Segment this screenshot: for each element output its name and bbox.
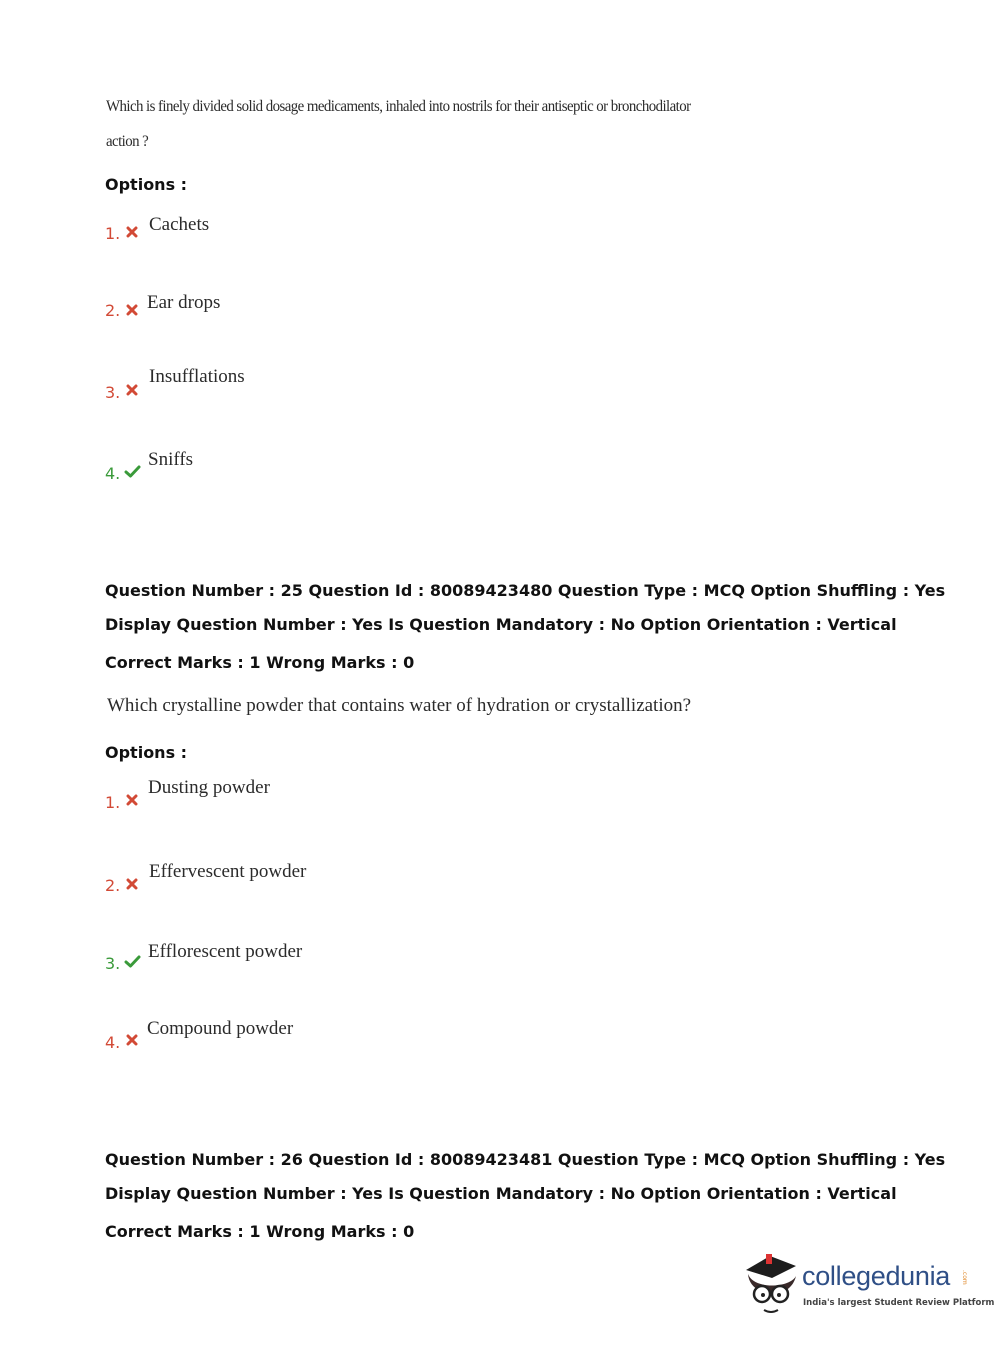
question-25-text: Which crystalline powder that contains water of hydration or crystallization? — [107, 695, 692, 716]
mascot-icon — [740, 1248, 802, 1318]
cross-icon — [125, 303, 139, 317]
question-24-text-line1: Which is finely divided solid dosage medicaments, inhaled into nostrils for their antiseptic or bronchodilator — [106, 98, 691, 115]
question-26-meta-line2: Display Question Number : Yes Is Question Mandatory : No Option Orientation : Vertical — [105, 1184, 897, 1203]
option-item — [105, 464, 120, 483]
option-item — [105, 793, 120, 812]
options-label: Options : — [105, 175, 188, 194]
options-label: Options : — [105, 743, 188, 762]
option-number: 2. — [105, 301, 121, 320]
logo-name: collegedunia — [802, 1261, 951, 1291]
option-number: 1. — [105, 224, 121, 243]
question-25-marks: Correct Marks : 1 Wrong Marks : 0 — [105, 653, 415, 672]
option-number: 1. — [105, 793, 121, 812]
cross-icon — [125, 383, 139, 397]
option-text: Effervescent powder — [149, 861, 307, 882]
option-item — [105, 876, 120, 895]
option-item — [105, 301, 120, 320]
question-26-marks: Correct Marks : 1 Wrong Marks : 0 — [105, 1222, 415, 1241]
logo-suffix: .com — [961, 1270, 968, 1285]
option-text: Cachets — [149, 214, 210, 235]
option-text: Compound powder — [147, 1018, 294, 1039]
question-26-meta-line1: Question Number : 26 Question Id : 80089423481 Question Type : MCQ Option Shuffling : Yes — [105, 1150, 946, 1169]
question-24-text-line2: action ? — [106, 133, 149, 150]
cross-icon — [125, 877, 139, 891]
question-25-meta-line2: Display Question Number : Yes Is Question Mandatory : No Option Orientation : Vertical — [105, 615, 897, 634]
option-number: 3. — [105, 954, 121, 973]
cross-icon — [125, 1033, 139, 1047]
option-text: Ear drops — [147, 292, 221, 313]
option-number: 3. — [105, 383, 121, 402]
cross-icon — [125, 225, 139, 239]
cross-icon — [125, 793, 139, 807]
option-item — [105, 224, 120, 243]
option-text: Efflorescent powder — [148, 941, 303, 962]
logo-tagline: India's largest Student Review Platform — [803, 1298, 995, 1308]
option-number: 4. — [105, 464, 121, 483]
option-number: 4. — [105, 1033, 121, 1052]
collegedunia-logo — [740, 1248, 995, 1320]
option-item — [105, 954, 120, 973]
option-text: Dusting powder — [148, 777, 270, 798]
checkmark-icon — [124, 954, 141, 969]
option-item — [105, 383, 120, 402]
option-text: Sniffs — [148, 449, 194, 470]
checkmark-icon — [124, 464, 141, 479]
option-number: 2. — [105, 876, 121, 895]
question-25-meta-line1: Question Number : 25 Question Id : 80089423480 Question Type : MCQ Option Shuffling : Yes — [105, 581, 946, 600]
option-text: Insufflations — [149, 366, 245, 387]
option-item — [105, 1033, 120, 1052]
